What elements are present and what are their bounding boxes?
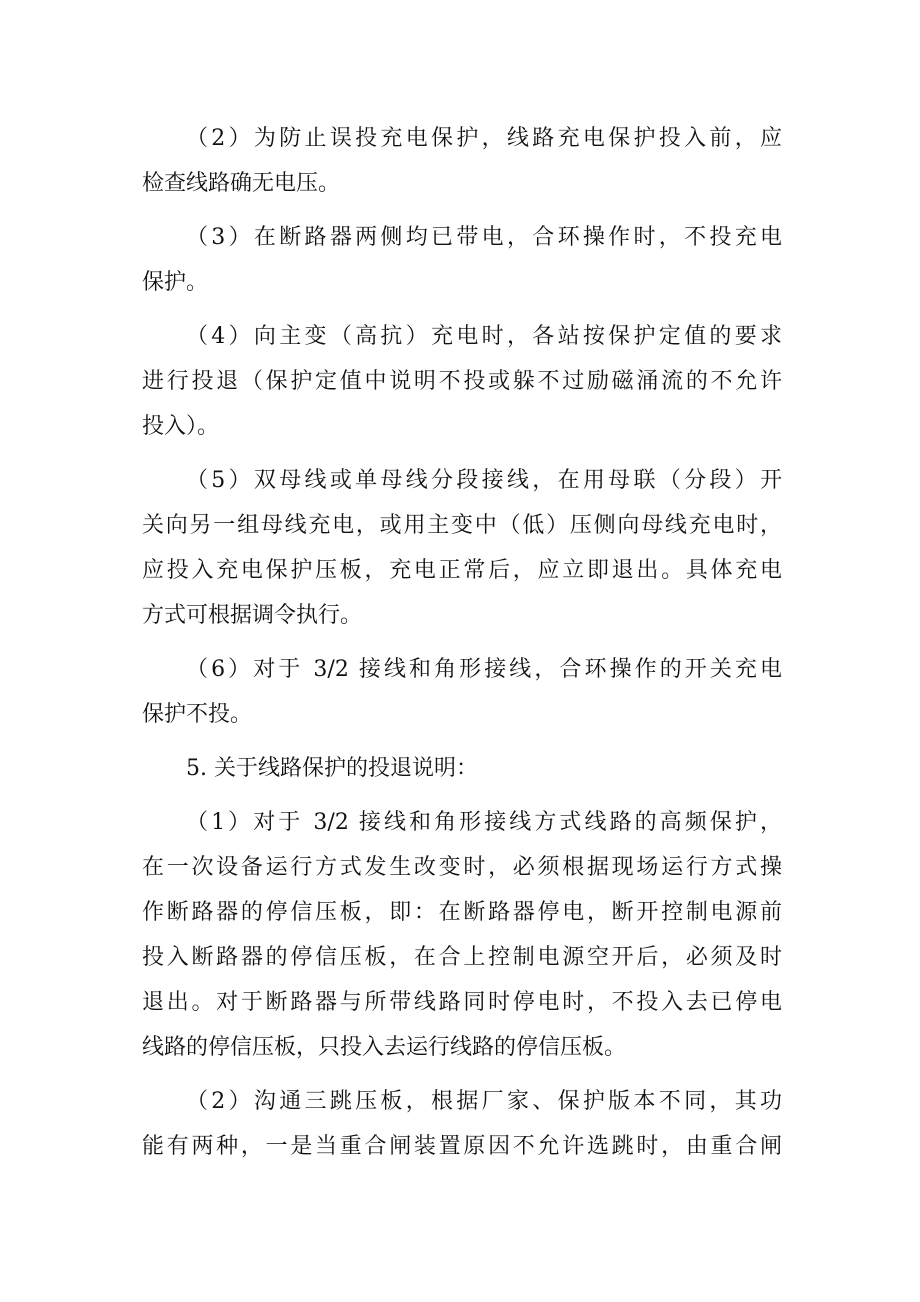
- text-line: 退出。对于断路器与所带线路同时停电时，不投入去已停电: [142, 990, 782, 1015]
- text-line: （2）为防止误投充电保护，线路充电保护投入前，应: [186, 126, 782, 151]
- text-line: （5）双母线或单母线分段接线，在用母联（分段）开: [186, 468, 782, 493]
- section-heading-text: 5. 关于线路保护的投退说明：: [186, 756, 478, 781]
- paragraph-item-2: [142, 116, 782, 206]
- text-line: （4）向主变（高抗）充电时，各站按保护定值的要求: [186, 324, 782, 349]
- text-line: （2）沟通三跳压板，根据厂家、保护版本不同，其功: [186, 1089, 782, 1114]
- text-line: 应投入充电保护压板，充电正常后，应立即退出。具体充电: [142, 558, 782, 583]
- paragraph-item-5: [142, 458, 782, 638]
- paragraph-item-4: [142, 314, 782, 449]
- text-line: 关向另一组母线充电，或用主变中（低）压侧向母线充电时，: [142, 513, 782, 538]
- text-line: （3）在断路器两侧均已带电，合环操作时，不投充电: [186, 225, 782, 250]
- paragraph-item-3: [142, 215, 782, 305]
- section-heading-5: [142, 746, 782, 791]
- text-line: 检查线路确无电压。: [142, 171, 341, 196]
- text-line: 在一次设备运行方式发生改变时，必须根据现场运行方式操: [142, 855, 782, 880]
- text-line: 能有两种，一是当重合闸装置原因不允许选跳时，由重合闸: [142, 1134, 782, 1159]
- text-line: 保护。: [142, 270, 209, 295]
- paragraph-item-6: [142, 647, 782, 737]
- section5-item-1: [142, 800, 782, 1070]
- text-line: 作断路器的停信压板，即：在断路器停电，断开控制电源前: [142, 900, 782, 925]
- section5-item-2: [142, 1079, 782, 1169]
- text-line: 投入断路器的停信压板，在合上控制电源空开后，必须及时: [142, 945, 782, 970]
- text-line: （6）对于 3/2 接线和角形接线，合环操作的开关充电: [186, 657, 782, 682]
- text-line: 进行投退（保护定值中说明不投或躲不过励磁涌流的不允许: [142, 369, 782, 394]
- document-body: [142, 116, 782, 1169]
- text-line: 线路的停信压板，只投入去运行线路的停信压板。: [142, 1035, 627, 1060]
- text-line: （1）对于 3/2 接线和角形接线方式线路的高频保护，: [186, 810, 782, 835]
- text-line: 投入）。: [142, 414, 220, 439]
- text-line: 保护不投。: [142, 702, 253, 727]
- text-line: 方式可根据调令执行。: [142, 603, 363, 628]
